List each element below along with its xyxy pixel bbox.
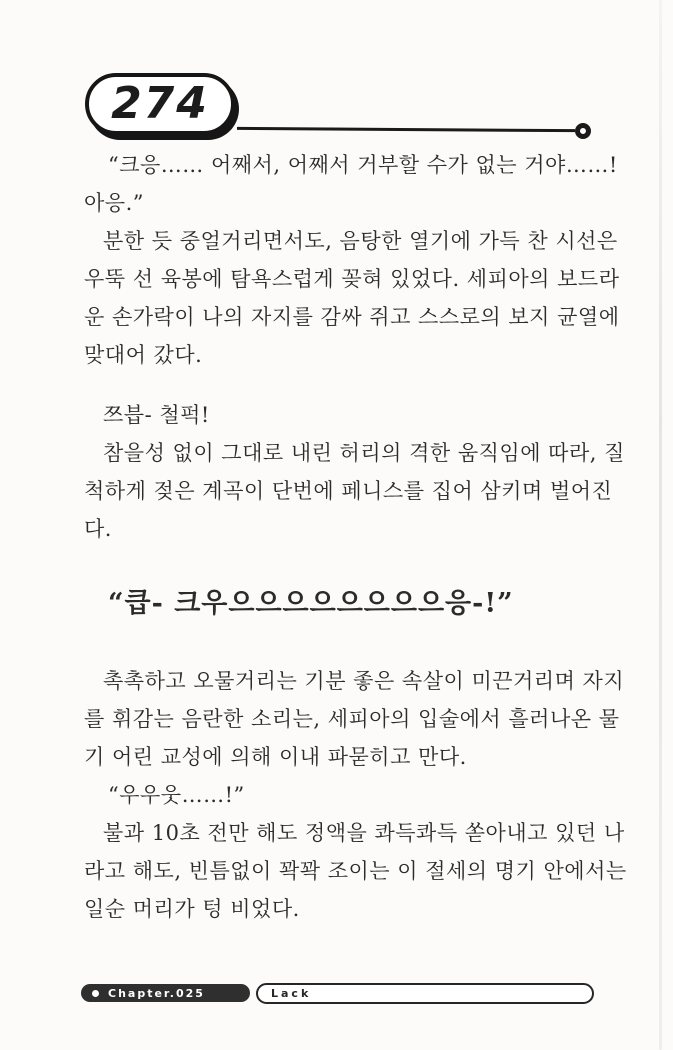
body-line: 일순 머리가 텅 비었다. bbox=[84, 897, 300, 921]
body-line: 촉촉하고 오물거리는 기분 좋은 속살이 미끈거리며 자지 bbox=[103, 669, 625, 693]
body-line: 기 어린 교성에 의해 이내 파묻히고 만다. bbox=[84, 745, 467, 769]
line-end-ring-icon bbox=[575, 123, 591, 139]
body-line: 다. bbox=[84, 517, 112, 541]
bullet-dot-icon bbox=[92, 990, 99, 997]
series-label: Lack bbox=[271, 987, 312, 1000]
body-line: 아응.” bbox=[84, 191, 144, 215]
body-line: 운 손가락이 나의 자지를 감싸 쥐고 스스로의 보지 균열에 bbox=[84, 305, 620, 329]
header-rule-line bbox=[237, 127, 575, 132]
paragraph-gap bbox=[84, 374, 596, 396]
body-line: 척하게 젖은 계곡이 단번에 페니스를 집어 삼키며 벌어진 bbox=[84, 479, 613, 503]
chapter-label: Chapter.025 bbox=[108, 986, 205, 1000]
paragraph-gap bbox=[84, 548, 596, 582]
body-text bbox=[84, 146, 627, 928]
page-edge-shadow bbox=[659, 0, 662, 1050]
emphasis-line: “큽- 크우으으으으으으으으응-!” bbox=[108, 588, 514, 619]
body-line: “우우웃……!” bbox=[108, 783, 245, 807]
body-line: 우뚝 선 육봉에 탐욕스럽게 꽂혀 있었다. 세피아의 보드라 bbox=[84, 267, 620, 291]
body-line: 맞대어 갔다. bbox=[84, 343, 203, 367]
paragraph-gap bbox=[84, 626, 596, 662]
body-line: 쯔븝- 철퍽! bbox=[103, 403, 210, 427]
body-line: 분한 듯 중얼거리면서도, 음탕한 열기에 가득 찬 시선은 bbox=[103, 229, 618, 253]
page-number: 274 bbox=[111, 77, 209, 129]
body-line: 불과 10초 전만 해도 정액을 콰득콰득 쏟아내고 있던 나 bbox=[103, 821, 625, 845]
body-line: “크응…… 어째서, 어째서 거부할 수가 없는 거야……! bbox=[108, 153, 618, 177]
chapter-badge bbox=[81, 984, 250, 1002]
body-line: 라고 해도, 빈틈없이 꽉꽉 조이는 이 절세의 명기 안에서는 bbox=[84, 859, 627, 883]
page-number-badge bbox=[85, 73, 235, 135]
body-line: 를 휘감는 음란한 소리는, 세피아의 입술에서 흘러나온 물 bbox=[84, 707, 620, 731]
series-badge bbox=[256, 983, 594, 1004]
body-line: 참을성 없이 그대로 내린 허리의 격한 움직임에 따라, 질 bbox=[103, 441, 625, 465]
